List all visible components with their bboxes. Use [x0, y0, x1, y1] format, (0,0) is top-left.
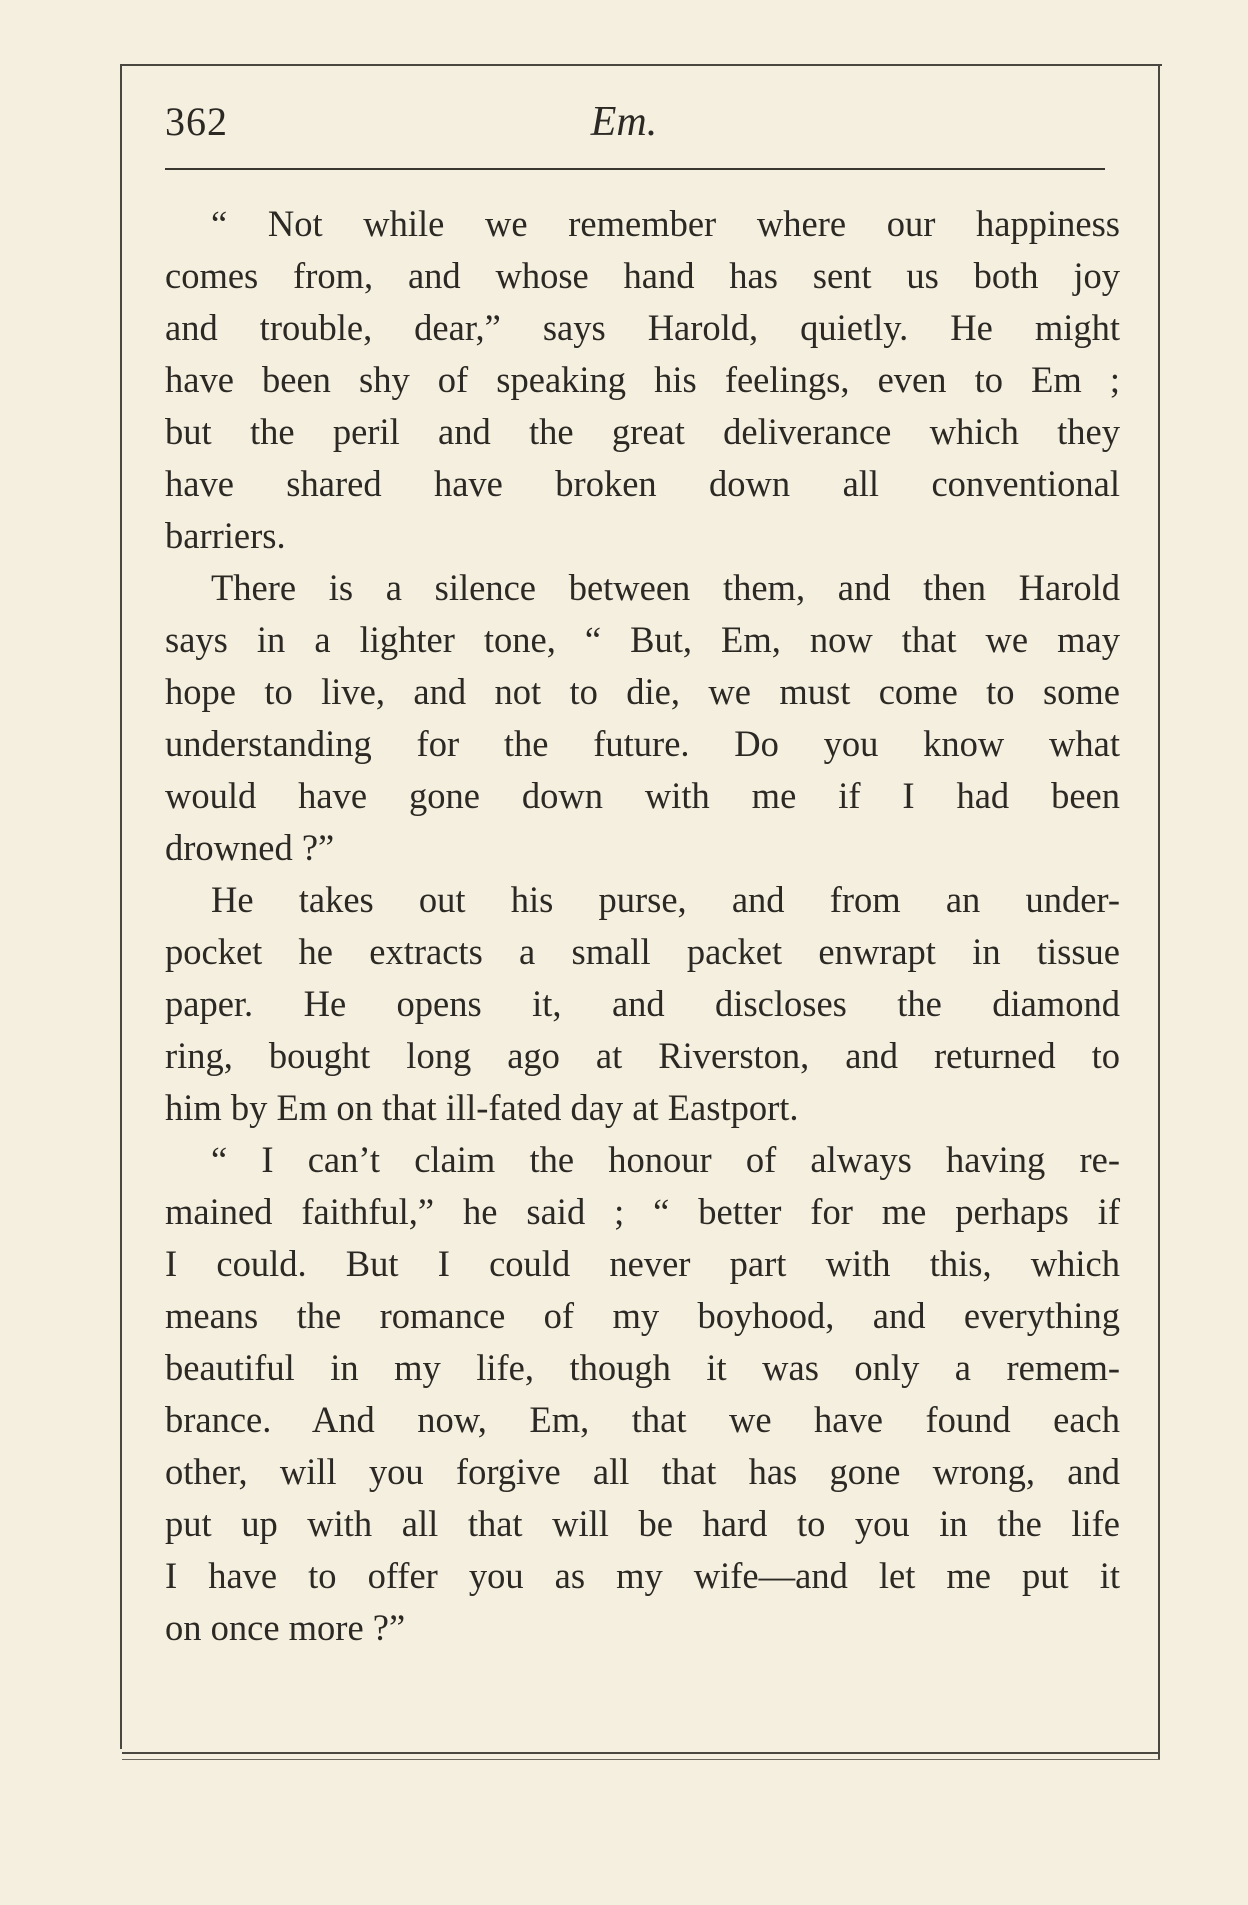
text-line: and trouble, dear,” says Harold, quietly. He might: [165, 307, 1120, 348]
text-line: would have gone down with me if I had been: [165, 775, 1120, 816]
running-title: Em.: [590, 99, 658, 145]
header-rule: [165, 168, 1105, 170]
text-line: He takes out his purse, and from an under-: [211, 879, 1120, 920]
page-body: [165, 198, 1120, 1654]
text-line: mained faithful,” he said ; “ better for me perhaps if: [165, 1191, 1120, 1232]
text-line: means the romance of my boyhood, and everything: [165, 1295, 1120, 1336]
text-line: I have to offer you as my wife—and let me put it: [165, 1555, 1120, 1596]
text-line: hope to live, and not to die, we must come to some: [165, 671, 1120, 712]
text-line: I could. But I could never part with this, which: [165, 1243, 1120, 1284]
text-line: ring, bought long ago at Riverston, and returned to: [165, 1035, 1120, 1076]
frame-right-rule: [1158, 64, 1160, 1760]
text-line: on once more ?”: [165, 1607, 406, 1648]
frame-top-rule: [122, 64, 1162, 66]
text-line: other, will you forgive all that has gone wrong, and: [165, 1451, 1120, 1492]
text-line: “ Not while we remember where our happiness: [211, 203, 1120, 244]
text-line: says in a lighter tone, “ But, Em, now that we may: [165, 619, 1120, 660]
text-line: comes from, and whose hand has sent us both joy: [165, 255, 1120, 296]
text-line: brance. And now, Em, that we have found each: [165, 1399, 1120, 1440]
text-line: pocket he extracts a small packet enwrapt in tissue: [165, 931, 1120, 972]
text-line: barriers.: [165, 515, 286, 556]
text-line: put up with all that will be hard to you in the life: [165, 1503, 1120, 1544]
text-line: “ I can’t claim the honour of always having re-: [211, 1139, 1120, 1180]
page-number: 362: [165, 99, 228, 144]
frame-left-rule: [120, 64, 122, 1749]
frame-bottom-rule: [122, 1752, 1158, 1754]
frame-bottom-rule-inner: [122, 1759, 1160, 1760]
text-line: him by Em on that ill-fated day at Eastport.: [165, 1087, 799, 1128]
text-line: but the peril and the great deliverance which they: [165, 411, 1120, 452]
text-line: have shared have broken down all conventional: [165, 463, 1120, 504]
text-line: drowned ?”: [165, 827, 335, 868]
text-line: beautiful in my life, though it was only a remem-: [165, 1347, 1120, 1388]
text-line: have been shy of speaking his feelings, even to Em ;: [165, 359, 1120, 400]
text-line: There is a silence between them, and then Harold: [211, 567, 1120, 608]
text-line: paper. He opens it, and discloses the diamond: [165, 983, 1120, 1024]
text-line: understanding for the future. Do you know what: [165, 723, 1120, 764]
